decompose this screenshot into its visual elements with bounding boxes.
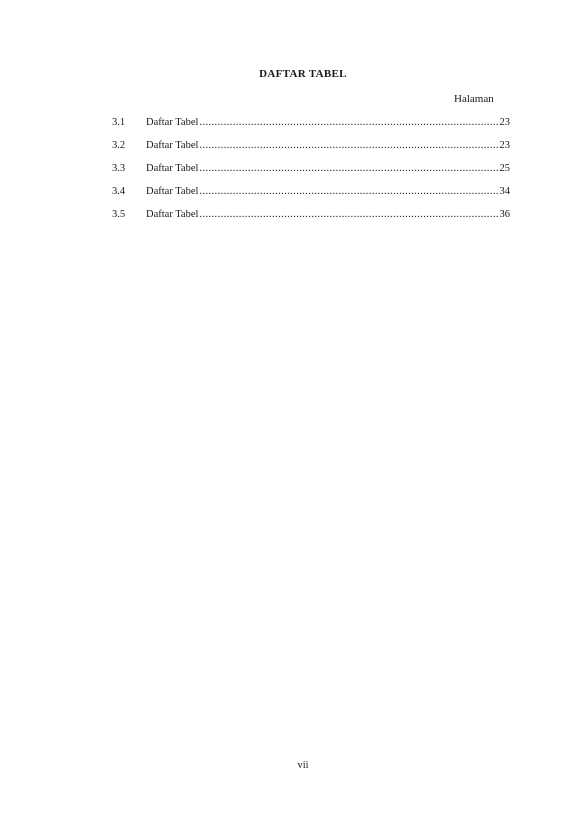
toc-entry-page: 23 [499,117,510,128]
toc-entry-label: Daftar Tabel [146,163,199,174]
toc-entry-number: 3.3 [112,163,126,174]
toc-entry-label: Daftar Tabel [146,117,199,128]
toc-entry [112,206,510,229]
dot-leader [199,206,498,223]
toc-entry-page: 25 [499,163,510,174]
toc-entry-number: 3.4 [112,186,126,197]
dot-leader [199,137,498,154]
toc-entry-number: 3.5 [112,209,126,220]
table-of-contents-list [112,114,510,229]
toc-entry [112,183,510,206]
toc-entry-page: 34 [499,186,510,197]
toc-entry-number: 3.1 [112,117,126,128]
dot-leader [199,183,498,200]
toc-entry [112,114,510,137]
toc-entry-number: 3.2 [112,140,126,151]
page-number: vii [297,760,309,771]
dot-leader [199,160,498,177]
toc-entry-page: 36 [499,209,510,220]
toc-entry-label: Daftar Tabel [146,140,199,151]
page-column-heading: Halaman [454,93,494,105]
toc-entry [112,137,510,160]
dot-leader [199,114,498,131]
toc-entry-label: Daftar Tabel [146,209,199,220]
toc-entry-label: Daftar Tabel [146,186,199,197]
toc-entry [112,160,510,183]
toc-entry-page: 23 [499,140,510,151]
page-title: DAFTAR TABEL [259,68,347,80]
